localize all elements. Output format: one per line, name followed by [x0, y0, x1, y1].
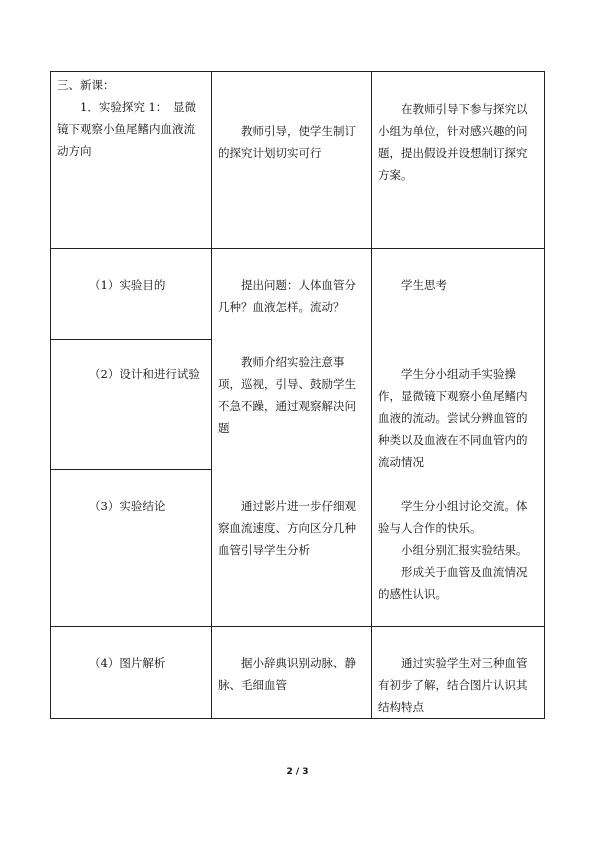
picture-teacher-text: 据小辞典识别动脉、静脉、毛细血管 [218, 656, 356, 692]
table-border-top-right [371, 71, 545, 72]
table-border-bottom [50, 718, 545, 719]
table-row-divider-3 [50, 469, 212, 470]
cell-teacher-intro [212, 120, 371, 164]
section-title: 三、新课： [57, 78, 115, 92]
conclusion-student-text-3: 形成关于血管及血流情况的感性认识。 [378, 565, 528, 601]
cell-conclusion-student [372, 495, 544, 605]
cell-conclusion-teacher [212, 495, 371, 561]
cell-purpose-label [51, 274, 211, 296]
cell-picture-label [51, 652, 211, 674]
cell-design-label [51, 363, 211, 385]
conclusion-teacher-text: 通过影片进一步仔细观察血流速度、方向区分几种血管引导学生分析 [218, 499, 356, 557]
conclusion-student-text-1: 学生分小组讨论交流。体验与人合作的快乐。 [378, 499, 528, 535]
cell-student-intro [372, 98, 544, 186]
student-intro-text: 在教师引导下参与探究以小组为单位，针对感兴趣的问题，提出假设并设想制订探究方案。 [378, 102, 528, 182]
table-row-divider-2 [50, 339, 212, 340]
cell-picture-student [372, 652, 544, 718]
table-border-left [50, 71, 51, 719]
design-label: （2）设计和进行试验 [89, 367, 200, 381]
conclusion-label: （3）实验结论 [89, 499, 166, 513]
cell-purpose-teacher [212, 274, 371, 318]
page-number: 2 / 3 [286, 767, 309, 777]
design-teacher-text: 教师介绍实验注意事项，巡视，引导、鼓励学生不急不躁，通过观察解决问题 [218, 355, 356, 435]
purpose-teacher-text: 提出问题：人体血管分几种？血液怎样。流动？ [218, 278, 356, 314]
teacher-intro-text: 教师引导，使学生制订的探究计划切实可行 [218, 124, 356, 160]
cell-design-student [372, 363, 544, 473]
cell-purpose-student [372, 274, 544, 296]
table-border-top [50, 71, 378, 72]
table-row-divider-1 [50, 248, 545, 249]
picture-label: （4）图片解析 [89, 656, 166, 670]
picture-student-text: 通过实验学生对三种血管有初步了解，结合图片认识其结构特点 [378, 656, 528, 714]
purpose-student-text: 学生思考 [401, 278, 447, 292]
cell-picture-teacher [212, 652, 371, 696]
cell-conclusion-label [51, 495, 211, 517]
conclusion-student-text-2: 小组分别汇报实验结果。 [401, 543, 528, 557]
cell-design-teacher [212, 351, 371, 439]
design-student-text: 学生分小组动手实验操作，显微镜下观察小鱼尾鳍内血液的流动。尝试分辨血管的种类以及血液在不同血管内的流动情况 [378, 367, 528, 469]
table-border-right [544, 71, 545, 719]
experiment-title: 1．实验探究 1： 显微镜下观察小鱼尾鳍内血液流动方向 [57, 100, 197, 158]
purpose-label: （1）实验目的 [89, 278, 166, 292]
table-row-divider-4 [50, 626, 545, 627]
cell-section-intro [51, 74, 211, 162]
